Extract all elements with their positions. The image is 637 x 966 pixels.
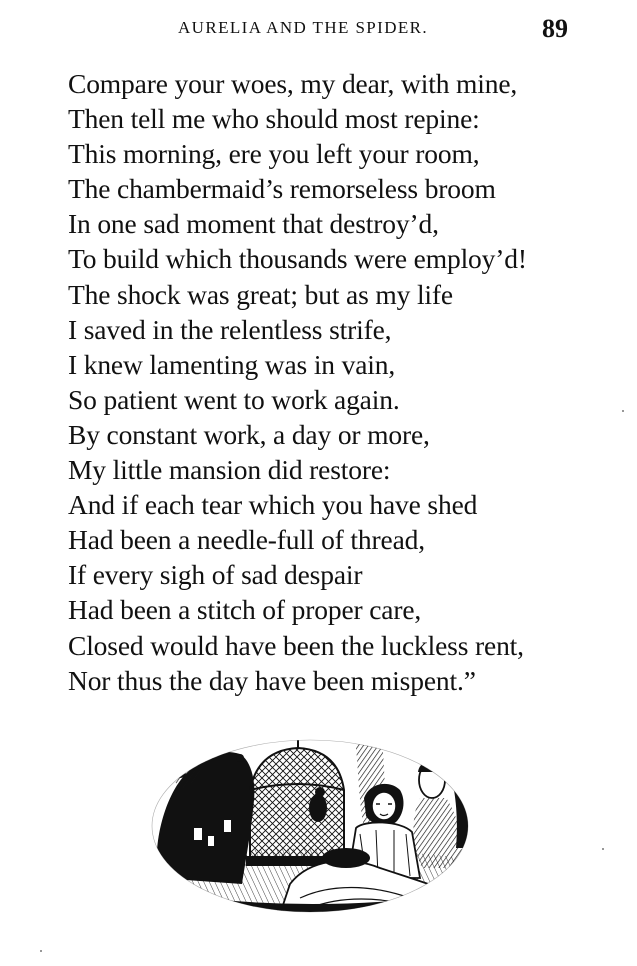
poem-line: In one sad moment that destroy’d,: [68, 208, 439, 240]
poem-line: If every sigh of sad despair: [68, 559, 363, 591]
poem-line: My little mansion did restore:: [68, 454, 391, 486]
poem-line: To build which thousands were employ’d!: [68, 243, 527, 275]
poem-line: Closed would have been the luckless rent,: [68, 629, 524, 661]
poem-line: And if each tear which you have shed: [68, 489, 478, 521]
poem-line: By constant work, a day or more,: [68, 418, 430, 450]
poem-line: Nor thus the day have been mispent.”: [68, 664, 476, 696]
poem-line: I knew lamenting was in vain,: [68, 348, 396, 380]
poem-line: So patient went to work again.: [68, 383, 400, 415]
page-number: 89: [542, 14, 568, 43]
poem-line: This morning, ere you left your room,: [68, 138, 480, 170]
poem-line: Compare your woes, my dear, with mine,: [68, 68, 518, 99]
poem-line: I saved in the relentless strife,: [68, 313, 392, 345]
poem: [68, 66, 588, 698]
poem-line: Then tell me who should most repine:: [68, 103, 480, 135]
poem-line: The chambermaid’s remorseless broom: [68, 173, 496, 205]
paper-speck: [602, 848, 604, 850]
poem-line: Had been a stitch of proper care,: [68, 594, 422, 626]
running-title: AURELIA AND THE SPIDER.: [178, 18, 429, 37]
paper-speck: [40, 950, 42, 952]
vignette-girl-birdcage-icon: [150, 708, 480, 914]
engraved-vignette-illustration: [150, 708, 480, 914]
running-head: [0, 14, 637, 44]
poem-line: Had been a needle-full of thread,: [68, 524, 425, 556]
poem-line: The shock was great; but as my life: [68, 278, 453, 310]
paper-speck: [622, 410, 624, 412]
